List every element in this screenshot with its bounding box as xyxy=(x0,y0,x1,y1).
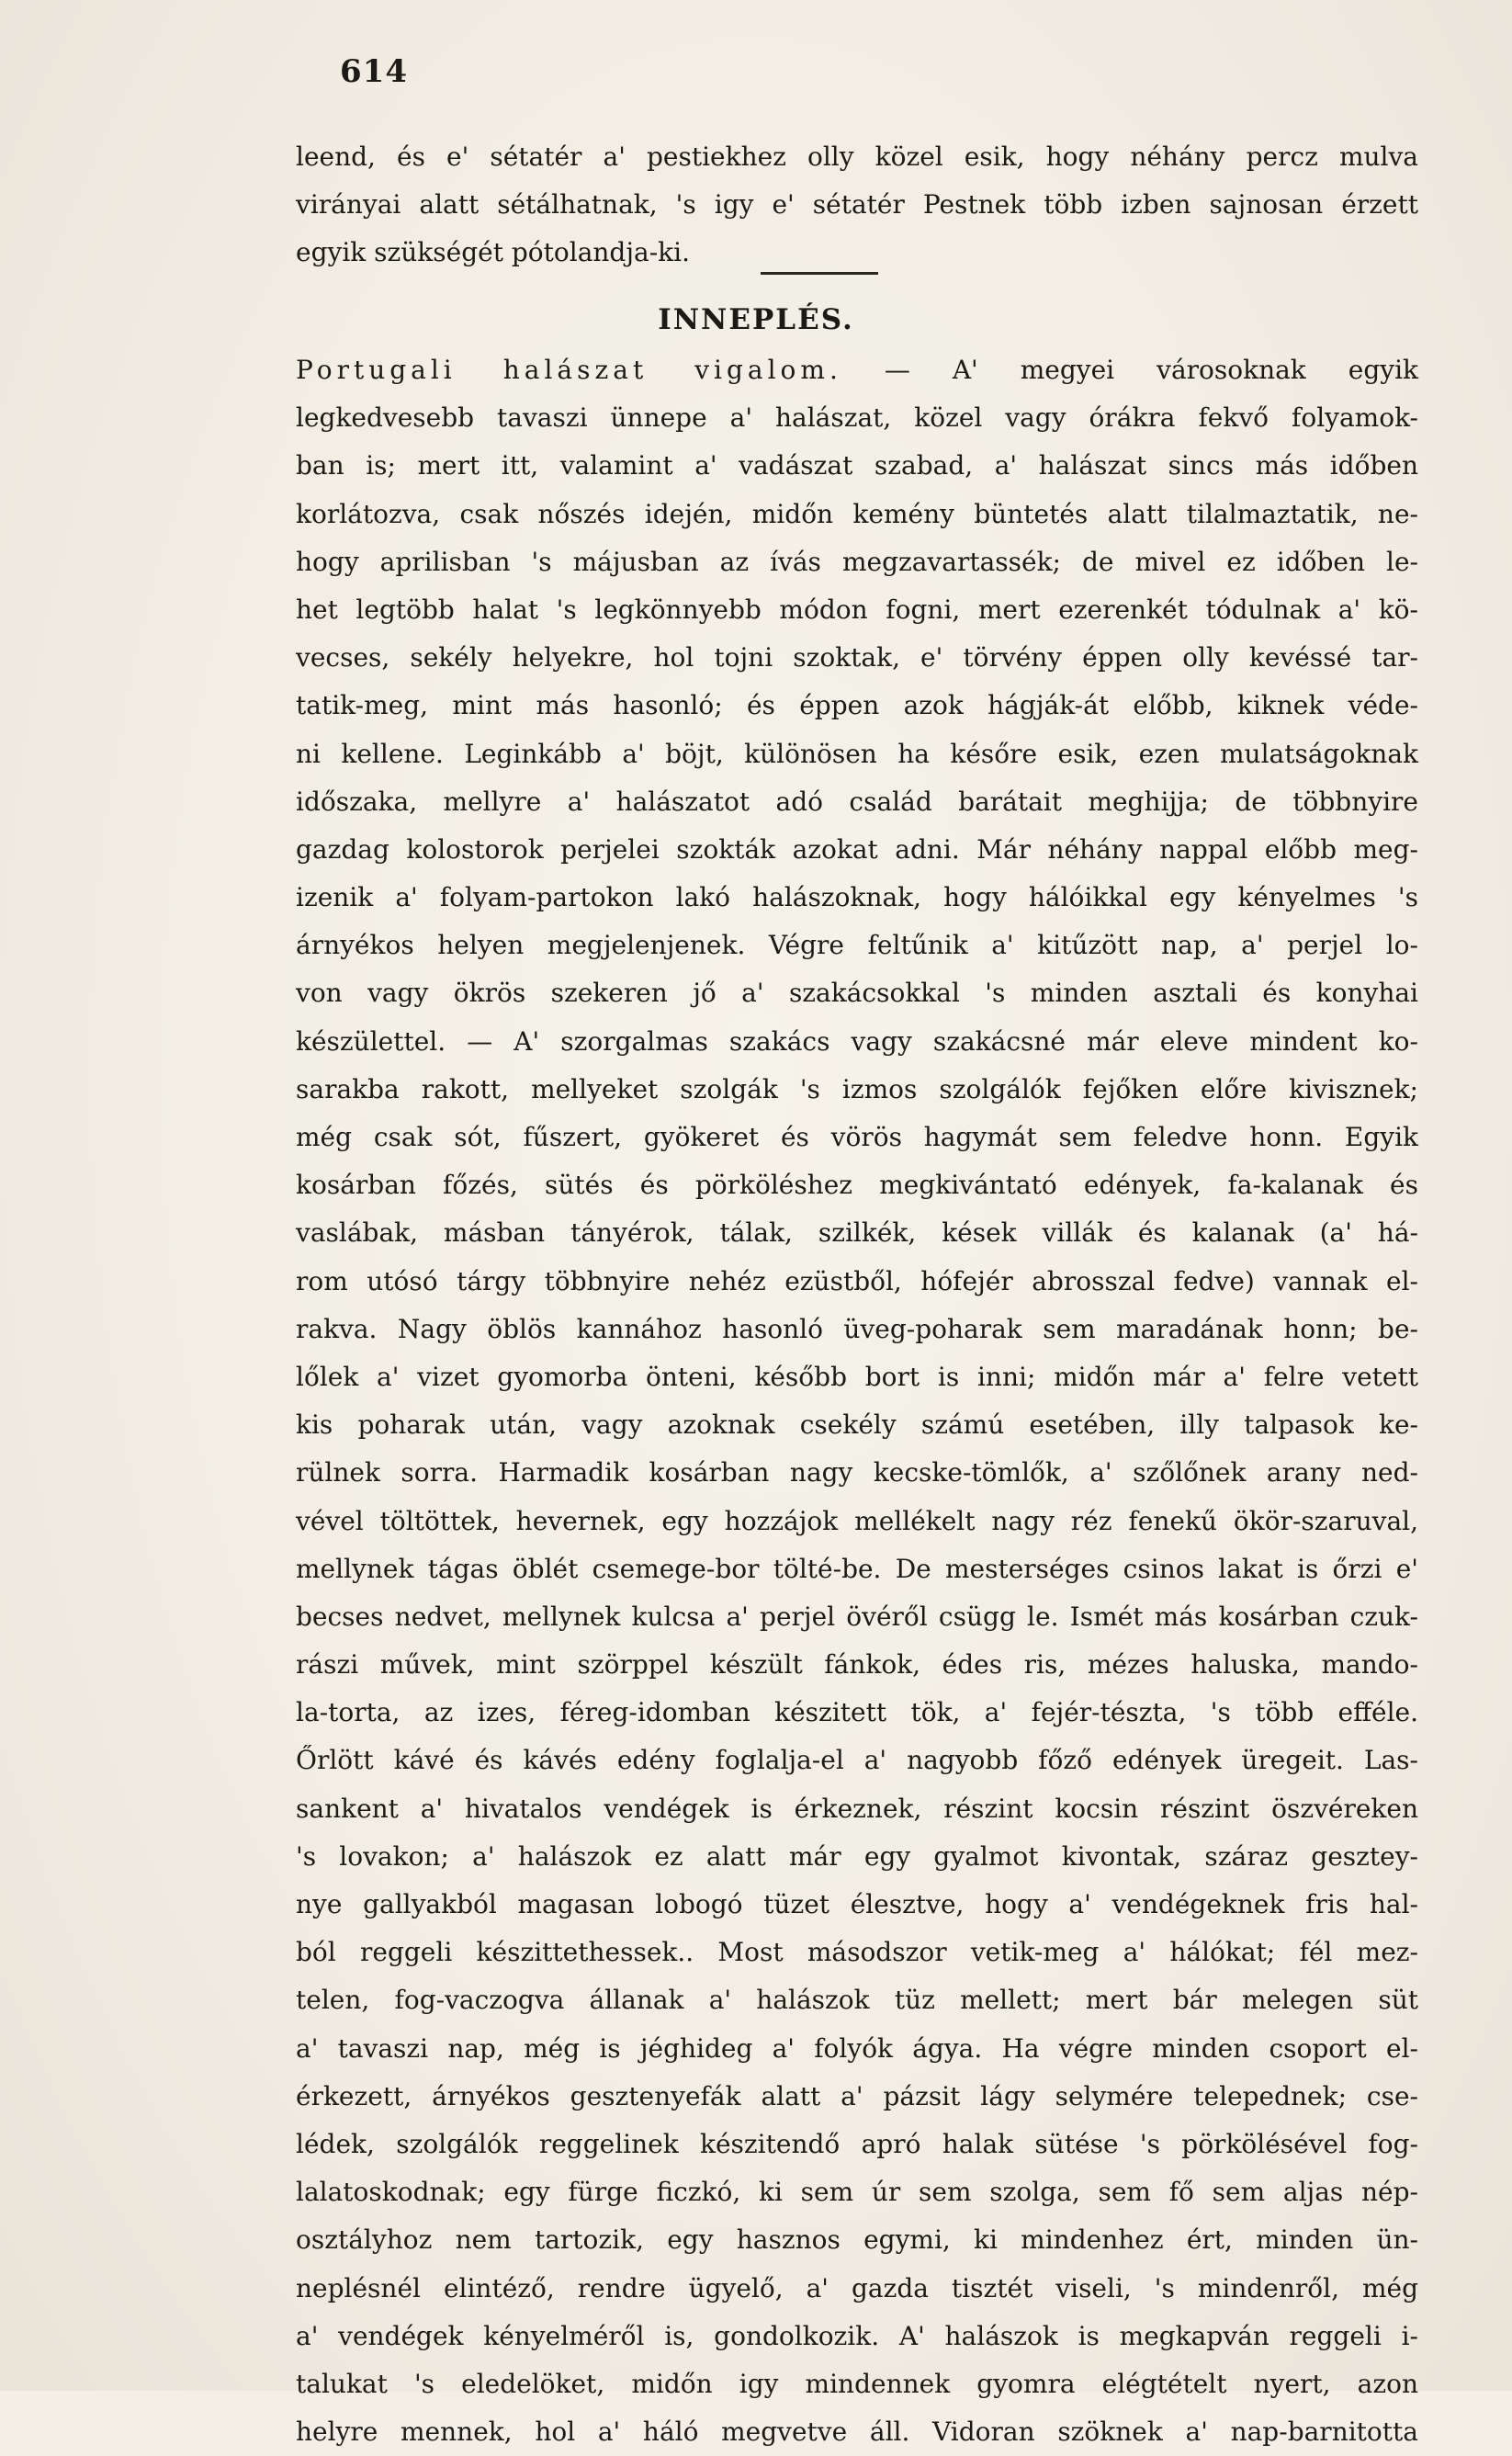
text-line: lalatoskodnak; egy fürge ficzkó, ki sem úr sem szolga, sem fő sem aljas nép- xyxy=(296,2177,1418,2208)
text-line: von vagy ökrös szekeren jő a' szakácsokkal 's minden asztali és konyhai xyxy=(296,978,1418,1009)
text-line: izenik a' folyam-partokon lakó halászoknak, hogy hálóikkal egy kényelmes 's xyxy=(296,882,1418,913)
text-line: osztályhoz nem tartozik, egy hasznos egymi, ki mindenhez ért, minden ün- xyxy=(296,2224,1418,2256)
text-line: egyik szükségét pótolandja-ki. xyxy=(296,237,690,268)
text-line: vecses, sekély helyekre, hol tojni szoktak, e' törvény éppen olly kevéssé tar- xyxy=(296,642,1418,673)
text-line: időszaka, mellyre a' halászatot adó család barátait meghijja; de többnyire xyxy=(296,786,1418,817)
text-line: érkezett, árnyékos gesztenyefák alatt a' pázsit lágy selymére telepednek; cse- xyxy=(296,2080,1418,2111)
text-line: het legtöbb halat 's legkönnyebb módon fogni, mert ezerenkét tódulnak a' kö- xyxy=(296,594,1418,625)
text-line: készülettel. — A' szorgalmas szakács vagy szakácsné már eleve mindent ko- xyxy=(296,1025,1418,1057)
text-line: lőlek a' vizet gyomorba önteni, később bort is inni; midőn már a' felre vetett xyxy=(296,1361,1418,1392)
text-line: rászi művek, mint szörppel készült fánkok, édes ris, mézes haluska, mando- xyxy=(296,1649,1418,1681)
page-number: 614 xyxy=(340,53,408,90)
text-line: neplésnél elintéző, rendre ügyelő, a' gazda tisztét viseli, 's mindenről, még xyxy=(296,2272,1418,2303)
text-line: a' tavaszi nap, még is jéghideg a' folyók ágya. Ha végre minden csoport el- xyxy=(296,2032,1418,2064)
text-line: vével töltöttek, hevernek, egy hozzájok mellékelt nagy réz fenekű ökör-szaruval, xyxy=(296,1505,1418,1536)
text-line: lédek, szolgálók reggelinek készitendő apró halak sütése 's pörkölésével fog- xyxy=(296,2128,1418,2159)
body-paragraph xyxy=(296,346,1418,2456)
text-line: leend, és e' sétatér a' pestiekhez olly közel esik, hogy néhány percz mulva xyxy=(296,141,1418,172)
text-line: rakva. Nagy öblös kannához hasonló üveg-poharak sem maradának honn; be- xyxy=(296,1313,1418,1344)
text-line: la-torta, az izes, féreg-idomban készitett tök, a' fejér-tészta, 's több efféle. xyxy=(296,1697,1418,1728)
section-divider xyxy=(761,272,878,275)
text-line: sankent a' hivatalos vendégek is érkeznek, részint kocsin részint öszvéreken xyxy=(296,1793,1418,1824)
text-line: telen, fog-vaczogva állanak a' halászok tüz mellett; mert bár melegen süt xyxy=(296,1985,1418,2016)
text-line: gazdag kolostorok perjelei szokták azokat adni. Már néhány nappal előbb meg- xyxy=(296,833,1418,865)
text-line: virányai alatt sétálhatnak, 's igy e' sétatér Pestnek több izben sajnosan érzett xyxy=(296,189,1418,221)
text-line: árnyékos helyen megjelenjenek. Végre feltűnik a' kitűzött nap, a' perjel lo- xyxy=(296,930,1418,961)
text-line: rülnek sorra. Harmadik kosárban nagy kecske-tömlők, a' szőlőnek arany ned- xyxy=(296,1457,1418,1488)
text-line: tatik-meg, mint más hasonló; és éppen azok hágják-át előbb, kiknek véde- xyxy=(296,690,1418,721)
text-line: vaslábak, másban tányérok, tálak, szilkék, kések villák és kalanak (a' há- xyxy=(296,1217,1418,1249)
intro-paragraph xyxy=(296,133,1418,277)
text-line: ban is; mert itt, valamint a' vadászat szabad, a' halászat sincs más időben xyxy=(296,450,1418,481)
first-line-rest: — A' megyei városoknak egyik xyxy=(841,355,1418,385)
text-line: sarakba rakott, mellyeket szolgák 's izmos szolgálók fejőken előre kivisznek; xyxy=(296,1073,1418,1104)
text-line: kis poharak után, vagy azoknak csekély számú esetében, illy talpasok ke- xyxy=(296,1409,1418,1441)
text-line: rom utósó tárgy többnyire nehéz ezüstből, hófejér abrosszal fedve) vannak el- xyxy=(296,1265,1418,1296)
text-line: ni kellene. Leginkább a' böjt, különösen ha későre esik, ezen mulatságoknak xyxy=(296,738,1418,769)
text-line: hogy aprilisban 's májusban az ívás megzavartassék; de mivel ez időben le- xyxy=(296,546,1418,577)
text-line: helyre mennek, hol a' háló megvetve áll. Vidoran szöknek a' nap-barnitotta xyxy=(296,2416,1418,2448)
text-line: a' vendégek kényelméről is, gondolkozik. A' halászok is megkapván reggeli i- xyxy=(296,2320,1418,2351)
text-line: nye gallyakból magasan lobogó tüzet élesztve, hogy a' vendégeknek fris hal- xyxy=(296,1889,1418,1919)
text-line: még csak sót, fűszert, gyökeret és vörös hagymát sem feledve honn. Egyik xyxy=(296,1122,1418,1152)
text-line: mellynek tágas öblét csemege-bor tölté-be. De mesterséges csinos lakat is őrzi e' xyxy=(296,1553,1418,1584)
text-line: legkedvesebb tavaszi ünnepe a' halászat, közel vagy órákra fekvő folyamok- xyxy=(296,402,1418,434)
subheading: Portugali halászat vigalom. xyxy=(296,355,842,385)
text-line: ból reggeli készittethessek.. Most másodszor vetik-meg a' hálókat; fél mez- xyxy=(296,1937,1418,1968)
section-title: INNEPLÉS. xyxy=(658,303,854,336)
text-line: Őrlött kávé és kávés edény foglalja-el a' nagyobb főző edények üregeit. Las- xyxy=(296,1745,1418,1776)
text-line: talukat 's eledelöket, midőn igy mindennek gyomra elégtételt nyert, azon xyxy=(296,2368,1418,2399)
text-line-first xyxy=(296,346,1418,394)
text-line: korlátozva, csak nőszés idején, midőn kemény büntetés alatt tilalmaztatik, ne- xyxy=(296,498,1418,529)
text-line: becses nedvet, mellynek kulcsa a' perjel övéről csügg le. Ismét más kosárban czuk- xyxy=(296,1601,1418,1632)
text-line: kosárban főzés, sütés és pörköléshez megkivántató edények, fa-kalanak és xyxy=(296,1170,1418,1201)
text-line: 's lovakon; a' halászok ez alatt már egy gyalmot kivontak, száraz gesztey- xyxy=(296,1840,1418,1872)
